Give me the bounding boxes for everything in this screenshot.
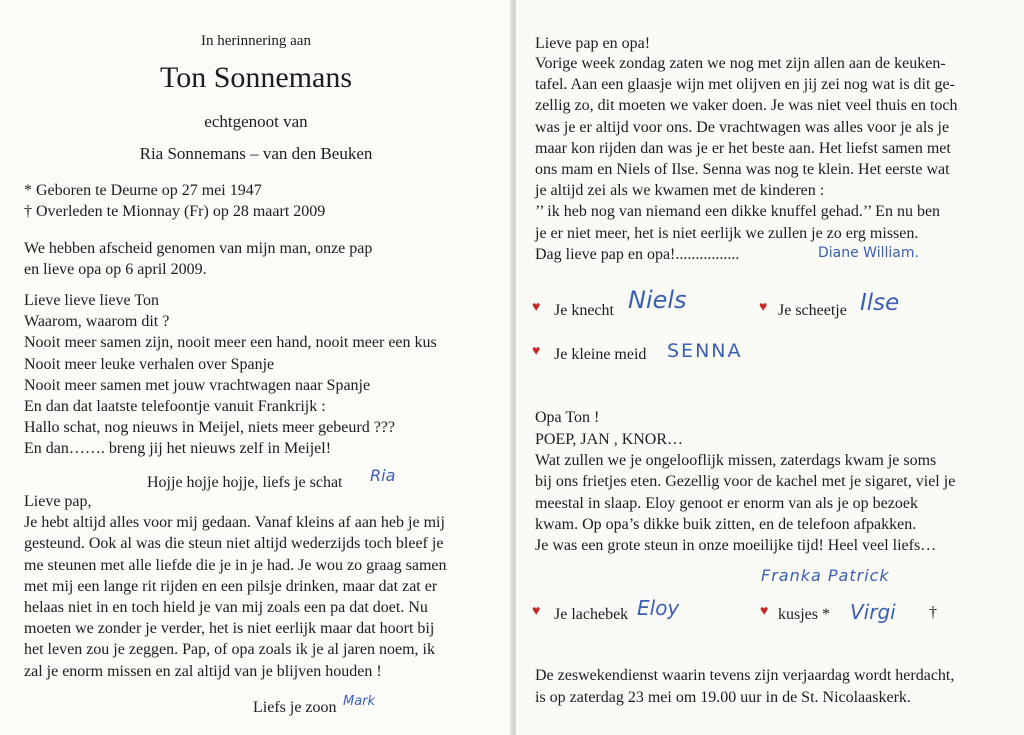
poem-line: Nooit meer samen zijn, nooit meer een hand, nooit meer een kus [24,334,437,352]
opa-line: meestal in slaap. Eloy genoot er enorm van als je op bezoek [535,494,918,512]
letter-line: moeten we zonder je verder, het is niet eerlijk maar dat hoort bij [24,620,435,638]
grandkid-label-eloy: Je lachebek [554,606,629,623]
farewell-block [24,238,372,280]
opa-line: Je was een grote steun in onze moeilijke tijd! Heel veel liefs… [535,537,937,555]
signature-eloy: Eloy [637,596,680,620]
death-line: † Overleden te Mionnay (Fr) op 28 maart 2009 [24,203,326,220]
story-line: ’’ ik heb nog van niemand een dikke knuffel gehad.’’ En nu ben [535,203,941,221]
letter-line: het leven zou je zeggen. Pap, of opa zoals ik je al jaren noem, ik [24,641,435,659]
intro-text: In herinnering aan [201,33,311,49]
signature-franka-patrick: Franka Patrick [761,566,890,585]
opa-line: bij ons frietjes eten. Gezellig voor de kachel met je sigaret, viel je [535,473,956,491]
story-block [535,53,958,265]
signature-virgi: Virgi [850,600,896,624]
poem-line: Nooit meer samen met jouw vrachtwagen naar Spanje [24,376,371,394]
spouse-label: echtgenoot van [204,112,308,131]
poem-line: En dan……. breng jij het nieuws zelf in Meijel! [24,440,332,458]
deceased-name: Ton Sonnemans [159,61,353,94]
story-line: Dag lieve pap en opa!................ [535,245,740,263]
story-line: tafel. Aan een glaasje wijn met olijven en jij zei nog wat is dit ge- [535,76,955,94]
signature-ilse: Ilse [860,290,900,316]
story-line: je altijd zei als we kwamen met de kinderen : [535,182,825,200]
poem-line: Nooit meer leuke verhalen over Spanje [24,355,275,373]
right-greeting: Lieve pap en opa! [535,35,651,52]
heart-icon: ♥ [532,604,541,619]
signature-mark: Mark [343,694,376,709]
opa-line: Wat zullen we je ongelooflijk missen, zaterdags kwam je soms [535,452,937,470]
opa-line: POEP, JAN , KNOR… [535,431,684,448]
heart-icon: ♥ [759,300,768,315]
signature-senna: SENNA [667,340,743,362]
service-block [535,665,954,709]
story-line: maar kon rijden dan was je er het beste aan. Het liefst samen met [535,139,951,157]
kid-label-ilse: Je scheetje [778,302,847,319]
opa-greeting: Opa Ton ! [535,409,600,426]
poem-closing: Hojje hojje hojje, liefs je schat [147,474,343,491]
service-line: is op zaterdag 23 mei om 19.00 uur in de St. Nicolaaskerk. [535,689,911,706]
birth-line: * Geboren te Deurne op 27 mei 1947 [24,182,262,199]
heart-icon: ♥ [760,604,769,619]
letter-closing: Liefs je zoon [253,699,337,716]
poem-line: En dan dat laatste telefoontje vanuit Frankrijk : [24,398,326,416]
letter-line: helaas niet in en toch hield je van mij zoals een pa dat doet. Nu [24,599,428,617]
letter-line: met mij een lange rit rijden en een pilsje drinken, maar dat zat er [24,577,438,595]
spouse-name: Ria Sonnemans – van den Beuken [139,144,373,163]
story-line: je er niet meer, het is niet eerlijk we zullen je zo erg missen. [535,224,919,242]
letter-line: zal je enorm missen en zal altijd van je blijven houden ! [24,662,382,680]
kid-label-niels: Je knecht [554,302,614,319]
opa-block [535,429,955,556]
story-line: zellig zo, dit moeten we vaker doen. Je was niet veel thuis en toch [535,97,958,115]
letter-line: Lieve pap, [24,493,92,510]
opa-line: kwam. Op opa’s dikke buik zitten, en de telefoon afpakken. [535,515,917,533]
story-line: ons mam en Niels of Ilse. Senna was nog te klein. Het eerste wat [535,161,950,179]
signature-diane-william: Diane William. [818,245,919,261]
heart-icon: ♥ [532,344,541,359]
service-line: De zeswekendienst waarin tevens zijn verjaardag wordt herdacht, [535,667,955,684]
story-line: was je er altijd voor ons. De vrachtwagen was alles voor je als je [535,118,950,136]
letter-line: me steunen met alle liefde die je in je had. Je wou zo graag samen [24,556,447,574]
story-line: Vorige week zondag zaten we nog met zijn allen aan de keuken- [535,55,946,72]
right-page [516,0,1024,735]
signature-niels: Niels [628,286,687,314]
kid-label-senna: Je kleine meid [554,346,647,363]
poem-line: Hallo schat, nog nieuws in Meijel, niets meer gebeurd ??? [24,419,395,437]
letter-line: Je hebt altijd alles voor mij gedaan. Vanaf kleins af aan heb je mij [24,514,445,532]
farewell-line: We hebben afscheid genomen van mijn man, onze pap [24,240,373,257]
heart-icon: ♥ [532,300,541,315]
letter-block [24,491,447,682]
poem-block [24,290,437,460]
cross-mark: † [929,604,937,621]
grandkid-label-virgi: kusjes * [778,606,830,623]
poem-line: Lieve lieve lieve Ton [24,292,159,309]
letter-line: gesteund. Ook al was die steun niet altijd wederzijds toch bleef je [24,535,444,553]
farewell-line: en lieve opa op 6 april 2009. [24,261,207,278]
poem-line: Waarom, waarom dit ? [24,313,170,331]
signature-ria: Ria [370,466,396,485]
